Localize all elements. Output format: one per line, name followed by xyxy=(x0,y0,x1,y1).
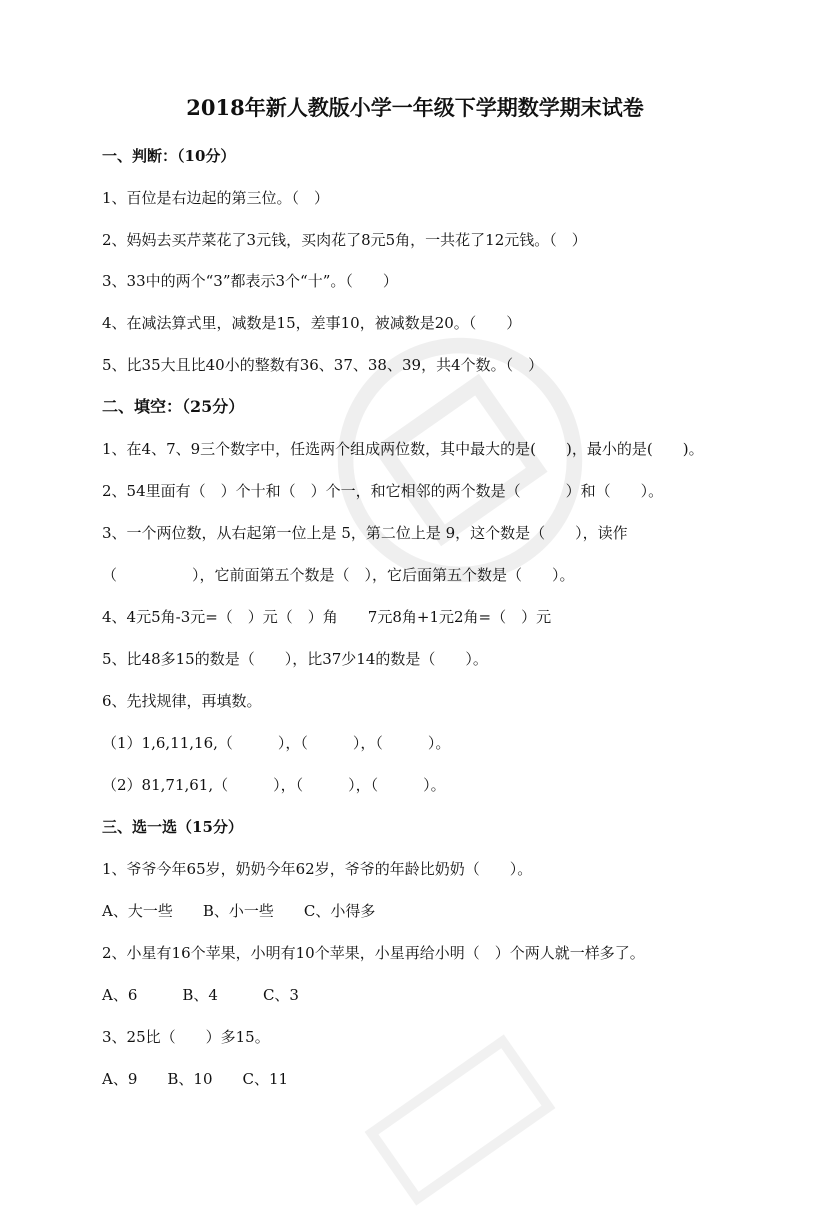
watermark-icon xyxy=(279,279,641,641)
section2-item-3: 3、一个两位数，从右起第一位上是 5，第二位上是 9，这个数是（ ），读作 xyxy=(102,524,628,542)
section3-item-3-options: A、9 B、10 C、11 xyxy=(102,1070,289,1088)
section2-item-3-cont: （ ），它前面第五个数是（ ），它后面第五个数是（ ）。 xyxy=(102,566,575,584)
section1-item-1: 1、百位是右边起的第三位。（ ） xyxy=(102,189,330,207)
section3-item-2-options: A、6 B、4 C、3 xyxy=(102,986,299,1004)
section2-item-1: 1、在4、7、9三个数字中，任选两个组成两位数，其中最大的是( )，最小的是( )。 xyxy=(102,440,704,458)
section3-item-2: 2、小星有16个苹果，小明有10个苹果，小星再给小明（ ）个两人就一样多了。 xyxy=(102,944,645,962)
section2-heading: 二、填空：（25分） xyxy=(102,397,245,416)
section2-item-6: 6、先找规律，再填数。 xyxy=(102,692,262,710)
section2-item-6-2: （2）81,71,61,（ ），（ ），（ ）。 xyxy=(102,776,446,794)
section2-item-2: 2、54里面有（ ）个十和（ ）个一，和它相邻的两个数是（ ）和（ ）。 xyxy=(102,482,664,500)
section3-item-1-options: A、大一些 B、小一些 C、小得多 xyxy=(102,902,376,920)
page-title: 2018年新人教版小学一年级下学期数学期末试卷 xyxy=(186,95,644,120)
section2-item-6-1: （1）1,6,11,16,（ ），（ ），（ ）。 xyxy=(102,734,451,752)
section3-heading: 三、选一选（15分） xyxy=(102,818,243,836)
section2-item-4: 4、4元5角-3元=（ ）元（ ）角 7元8角+1元2角=（ ）元 xyxy=(102,608,552,626)
section3-item-3: 3、25比（ ）多15。 xyxy=(102,1028,270,1046)
section1-item-2: 2、妈妈去买芹菜花了3元钱，买肉花了8元5角，一共花了12元钱。（ ） xyxy=(102,231,587,249)
section2-item-5: 5、比48多15的数是（ ），比37少14的数是（ ）。 xyxy=(102,650,488,668)
section1-item-3: 3、33中的两个“3”都表示3个“十”。（ ） xyxy=(102,272,398,290)
section3-item-1: 1、爷爷今年65岁，奶奶今年62岁，爷爷的年龄比奶奶（ ）。 xyxy=(102,860,533,878)
watermark-icon-bottom xyxy=(335,1008,584,1232)
section1-item-4: 4、在减法算式里，减数是15，差事10，被减数是20。（ ） xyxy=(102,314,522,332)
section1-heading: 一、判断：（10分） xyxy=(102,147,236,165)
section1-item-5: 5、比35大且比40小的整数有36、37、38、39，共4个数。（ ） xyxy=(102,356,544,374)
